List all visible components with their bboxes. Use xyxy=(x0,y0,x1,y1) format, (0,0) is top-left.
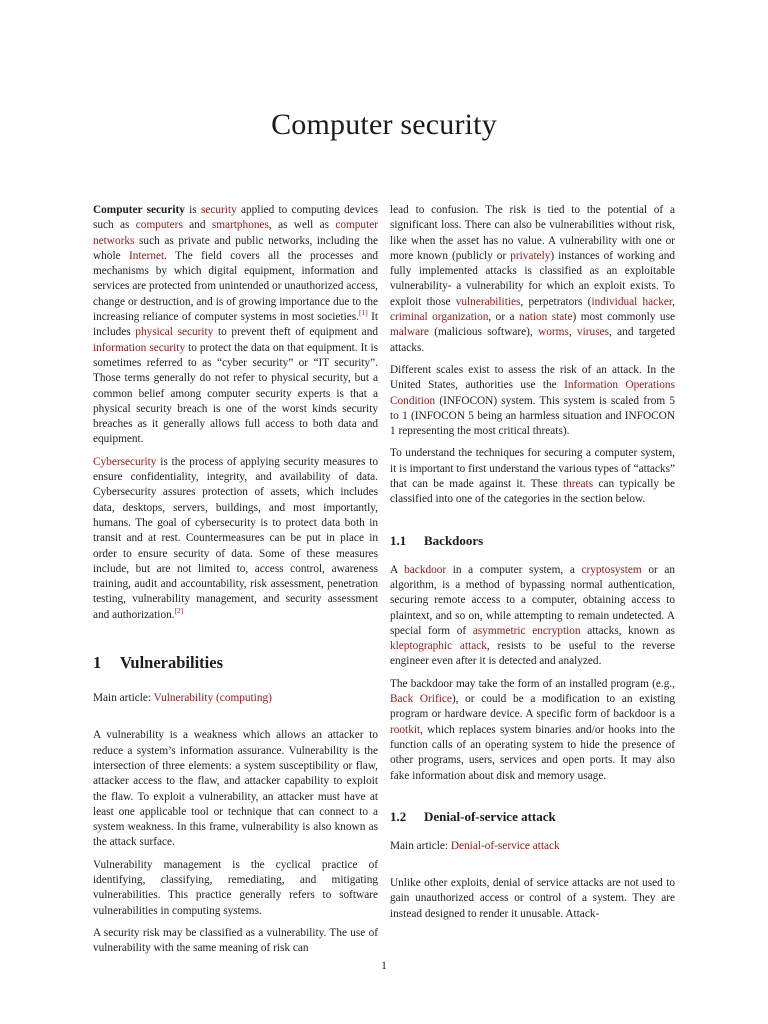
text-run: to prevent theft of equipment and xyxy=(213,326,378,339)
text-run: lead to confusion. The risk is tied to the potential of a significant loss. There can also be vulnerabilities without risk, like when the asset has no value. A vulnerability with one or more known (publicly or xyxy=(390,204,675,262)
backdoors-paragraph-2 xyxy=(390,677,675,784)
link-individual-hacker[interactable]: individual hacker xyxy=(591,295,673,308)
link-rootkit[interactable]: rootkit xyxy=(390,723,421,736)
text-run: attacks, known as xyxy=(580,624,675,637)
text-run: , and targeted attacks. xyxy=(390,326,675,354)
text-run: applied to computing devices such as xyxy=(93,204,379,232)
text-run: and xyxy=(182,219,212,232)
text-run: . The field covers all the processes and mechanisms by which digital equipment, information and services are protected from unintended or unauthorized access, change or destruction, and is of growing importance due to the increasing reliance of computer systems in most societies. xyxy=(93,249,378,324)
section-title: Vulnerabilities xyxy=(120,653,223,673)
main-article-label: Main article: xyxy=(93,692,154,705)
link-smartphones[interactable]: smartphones xyxy=(211,219,269,232)
section-heading-backdoors xyxy=(390,532,675,549)
link-information-security[interactable]: information security xyxy=(93,341,186,354)
text-run: , resists to be useful to the reverse engineer even after it is detected and analyzed. xyxy=(390,640,675,668)
text-run: (INFOCON) system. This system is scaled from 5 to 1 (INFOCON 5 being an harmless situation and INFOCON 1 representing the most critical threats). xyxy=(390,394,675,438)
backdoors-paragraph-1 xyxy=(390,563,675,670)
link-worms[interactable]: worms xyxy=(538,326,569,339)
link-vulnerabilities[interactable]: vulnerabilities xyxy=(455,295,521,308)
vuln-paragraph-3: A security risk may be classified as a vulnerability. The use of vulnerability with the same meaning of risk can xyxy=(93,926,378,955)
link-denial-of-service-attack[interactable]: Denial-of-service attack xyxy=(450,839,560,852)
link-asymmetric-encryption[interactable]: asymmetric encryption xyxy=(472,624,581,637)
link-viruses[interactable]: viruses xyxy=(577,326,610,339)
citation-1[interactable]: [1] xyxy=(358,308,368,318)
main-article-label: Main article: xyxy=(390,839,451,852)
text-run: to protect the data on that equipment. It is sometimes referred to as “cyber security” or “IT security”. Those terms generally do not refer to physical security, but a common belief among computer security experts is that a physical security breach is one of the worst kinds security breaches as it generally allows full access to both data and equipment. xyxy=(93,341,378,446)
vuln-paragraph-2: Vulnerability management is the cyclical practice of identifying, classifying, remediating, and mitigating vulnerabilities. This practice generally refers to software vulnerabilities in computing systems. xyxy=(93,858,378,917)
section-number: 1.1 xyxy=(390,532,407,548)
link-kleptographic-attack[interactable]: kleptographic attack xyxy=(390,640,487,653)
section-heading-vulnerabilities xyxy=(93,653,378,673)
section-number: 1 xyxy=(93,653,102,673)
text-run: can typically be classified into one of the categories in the section below. xyxy=(390,478,675,506)
text-run: It includes xyxy=(93,311,378,339)
link-back-orifice[interactable]: Back Orifice xyxy=(390,693,452,706)
link-nation-state[interactable]: nation state xyxy=(519,311,573,324)
link-computer-networks[interactable]: computer networks xyxy=(93,219,378,247)
text-run: , as well as xyxy=(268,219,336,232)
right-column xyxy=(390,203,675,929)
text-run: , xyxy=(568,326,577,339)
link-vulnerability-computing[interactable]: Vulnerability (computing) xyxy=(153,692,272,705)
section-heading-denial-of-service xyxy=(390,808,675,825)
link-backdoor[interactable]: backdoor xyxy=(404,563,447,576)
text-run: The backdoor may take the form of an installed program (e.g., xyxy=(390,677,675,690)
link-threats[interactable]: threats xyxy=(562,478,594,491)
text-run: is xyxy=(184,204,201,216)
link-computers[interactable]: computers xyxy=(135,219,183,232)
link-physical-security[interactable]: physical security xyxy=(135,326,214,339)
text-run: ) most commonly use xyxy=(572,311,675,324)
text-run: Different scales exist to assess the risk of an attack. In the United States, authorities use the xyxy=(390,363,675,392)
page-number: 1 xyxy=(381,960,387,972)
left-column xyxy=(93,203,378,963)
main-article-note xyxy=(390,839,675,854)
text-run: or an algorithm, is a method of bypassing normal authentication, securing remote access to a computer, obtaining access to plaintext, and so on, while attempting to remain undetected. A special form of xyxy=(390,563,675,637)
intro-paragraph-1 xyxy=(93,203,378,448)
section-number: 1.2 xyxy=(390,808,407,824)
text-run: ), or could be a modification to an existing program or hardware device. A specific form of backdoor is a xyxy=(390,693,675,721)
page-title: Computer security xyxy=(271,108,497,141)
link-security[interactable]: security xyxy=(200,204,237,216)
text-run: , which replaces system binaries and/or hooks into the function calls of an operating system to hide the presence of other programs, users, services and open ports. It may also fake information about disk and memory usage. xyxy=(390,723,675,782)
text-run: , xyxy=(672,295,675,308)
text-run: A xyxy=(390,563,405,576)
term-bold: Computer security xyxy=(93,204,185,216)
main-article-note xyxy=(93,691,378,706)
text-run: such as private and public networks, including the whole xyxy=(93,234,378,262)
vuln-paragraph-1: A vulnerability is a weakness which allows an attacker to reduce a system’s information assurance. Vulnerability is the intersection of three elements: a system susceptibility or flaw, attacker access to the flaw, and attacker capability to exploit the flaw. To exploit a vulnerability, an attacker must have at least one applicable tool or technique that can connect to a system weakness. In this frame, vulnerability is also known as the attack surface. xyxy=(93,729,378,849)
vuln-paragraph-4 xyxy=(390,363,675,439)
intro-paragraph-2 xyxy=(93,455,378,623)
text-run: is the process of applying security measures to ensure confidentiality, integrity, and availability of data. Cybersecurity assures protection of assets, which includes data, desktops, servers, buildings, and most importantly, humans. The goal of cybersecurity is to protect data both in transit and at rest. Countermeasures can be put in place in order to ensure security of data. Some of these measures include, but are not limited to, access control, awareness training, audit and accountability, risk assessment, penetration testing, vulnerability management, and security assessment and authorization. xyxy=(93,455,378,621)
dos-paragraph-1: Unlike other exploits, denial of service attacks are not used to gain unauthorized access or control of a system. They are instead designed to render it unusable. Attack- xyxy=(390,877,675,920)
text-run: , or a xyxy=(488,311,520,324)
vuln-paragraph-3-continued xyxy=(390,203,675,356)
link-malware[interactable]: malware xyxy=(390,326,429,339)
link-internet[interactable]: Internet xyxy=(129,249,165,262)
link-privately[interactable]: privately xyxy=(510,249,551,262)
link-cryptosystem[interactable]: cryptosystem xyxy=(581,563,642,576)
link-infocon[interactable]: Information Operations Condition xyxy=(390,379,675,407)
text-run: To understand the techniques for securing a computer system, it is important to first understand the various types of “attacks” that can be made against it. These xyxy=(390,447,675,491)
citation-2[interactable]: [2] xyxy=(174,605,184,615)
text-run: ) instances of working and fully implemented attacks is classified as an exploitable vulnerability- a vulnerability for which an exploit exists. To exploit those xyxy=(390,249,675,308)
link-cybersecurity[interactable]: Cybersecurity xyxy=(93,455,157,468)
vuln-paragraph-5 xyxy=(390,446,675,507)
section-title: Backdoors xyxy=(424,532,484,548)
section-title: Denial-of-service attack xyxy=(424,808,556,824)
link-criminal-organization[interactable]: criminal organization xyxy=(390,311,489,324)
text-run: , perpetrators ( xyxy=(520,295,592,308)
text-run: in a computer system, a xyxy=(446,563,582,576)
text-run: (malicious software), xyxy=(428,326,539,339)
